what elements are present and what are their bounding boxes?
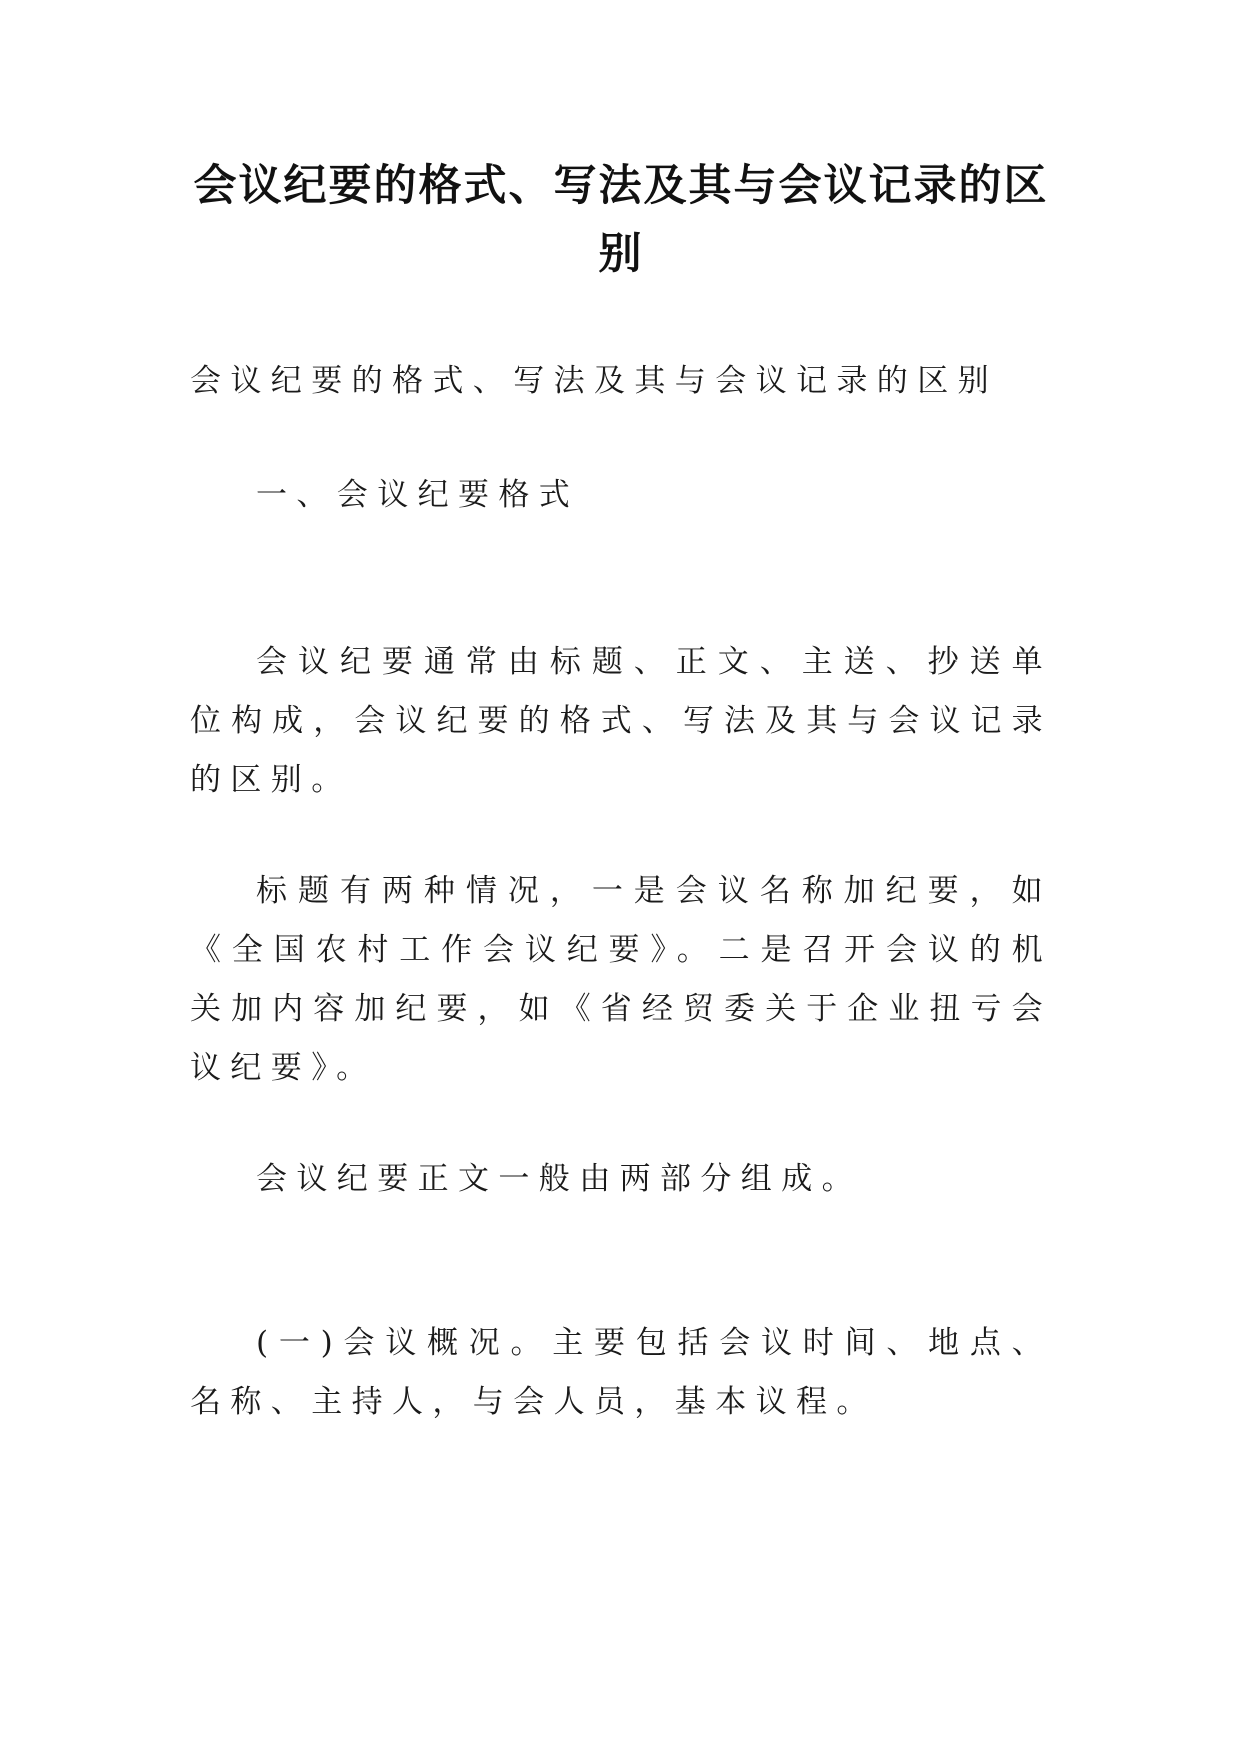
- paragraph-title-types: 标题有两种情况，一是会议名称加纪要，如《全国农村工作会议纪要》。二是召开会议的机关加内容加纪要，如《省经贸委关于企业扭亏会议纪要》。: [190, 873, 1052, 1086]
- section-heading-format: 一、会议纪要格式: [256, 477, 580, 513]
- paragraph-meeting-overview: (一)会议概况。主要包括会议时间、地点、名称、主持人，与会人员，基本议程。: [190, 1325, 1052, 1420]
- paragraph-composition: 会议纪要通常由标题、正文、主送、抄送单位构成，会议纪要的格式、写法及其与会议记录的区别。: [190, 644, 1052, 798]
- paragraph-body-parts: 会议纪要正文一般由两部分组成。: [256, 1161, 862, 1197]
- document-title: 会议纪要的格式、写法及其与会议记录的区别: [193, 161, 1049, 279]
- document-subtitle-paragraph: 会议纪要的格式、写法及其与会议记录的区别: [190, 363, 998, 399]
